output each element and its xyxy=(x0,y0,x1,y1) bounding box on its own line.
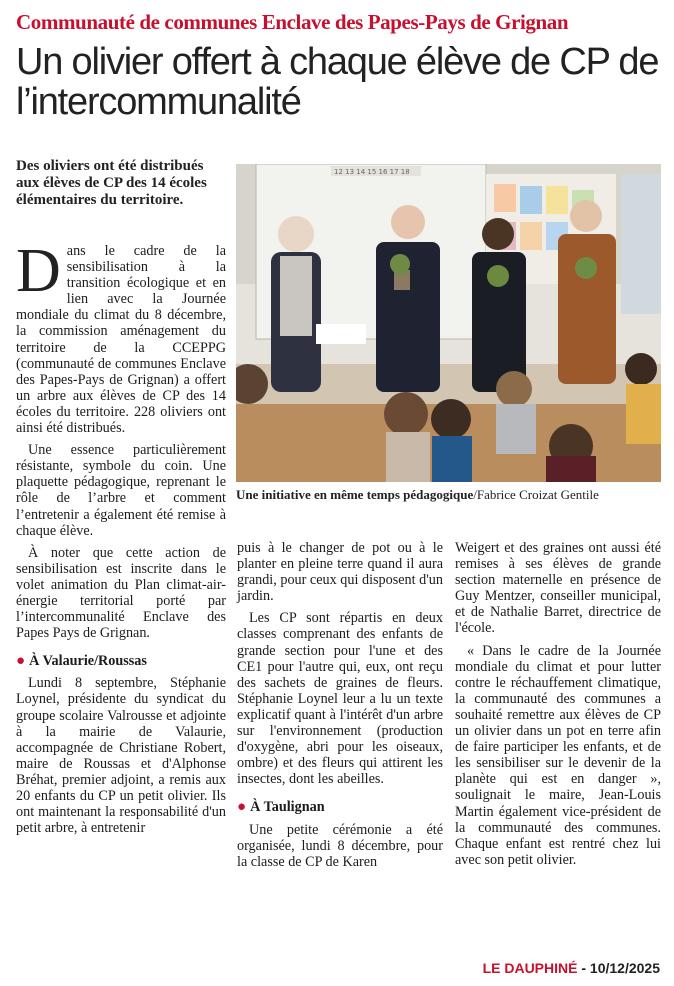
newspaper-name: LE DAUPHINÉ xyxy=(482,960,578,976)
paragraph-text: ans le cadre de la sensibilisation à la transition écologique et en lien avec la Journée mondiale du climat du 8 décembre, la commission aménagement du territoire de la CCEPPG (communauté de communes Enclave des Papes-Pays de Grignan) a offert un arbre aux élèves de CP des 14 écoles du territoire. 228 oliviers ont ainsi été distribués. xyxy=(16,243,226,437)
article-paragraph: Les CP sont répartis en deux classes comprenant des enfants de grande section pour l'une et des CE1 pour l'autre qui, eux, ont reçu des sachets de graines de fleurs. Stéphanie Loynel leur a lu un texte explicatif quant à l'intérêt d'un arbre sur l'environnement (production d'oxygène, abri pour les oiseaux, ombre) et des fleurs qui attirent les insectes, dont les abeilles. xyxy=(237,610,443,788)
bullet-dot-icon: ● xyxy=(237,799,247,816)
article-column-1 xyxy=(16,237,226,842)
footer-separator: - xyxy=(577,960,590,976)
drop-cap: D xyxy=(16,237,61,305)
article-photo xyxy=(236,164,661,482)
publication-footer xyxy=(483,960,660,976)
photo-credit: /Fabrice Croizat Gentile xyxy=(473,487,599,502)
caption-text: Une initiative en même temps pédagogique xyxy=(236,487,474,502)
subheading-valaurie xyxy=(16,653,226,669)
bullet-dot-icon: ● xyxy=(16,653,26,670)
article-lead: Des oliviers ont été distribués aux élèves de CP des 14 écoles élémentaires du territoire. xyxy=(16,158,207,208)
article-paragraph: Weigert et des graines ont aussi été remises à ses élèves de grande section maternelle en présence de Guy Mentzer, conseiller municipal, et de Nathalie Barret, directrice de l'école. xyxy=(455,540,661,637)
article-paragraph: Lundi 8 septembre, Stéphanie Loynel, présidente du syndicat du groupe scolaire Valrousse et adjointe à la mairie de Valaurie, accompagnée de Christiane Robert, maire de Roussas et d'Alphonse Bréhat, premier adjoint, a remis aux 20 enfants du CP un petit olivier. Ils ont maintenant la responsabilité d'un petit arbre, à entretenir xyxy=(16,675,226,837)
article-paragraph: Une essence particulièrement résistante, symbole du coin. Une plaquette pédagogique, reprenant le rôle de l’arbre et comment l’entretenir a également été remise à chaque élève. xyxy=(16,442,226,539)
article-column-2 xyxy=(237,540,443,876)
article-paragraph: puis à le changer de pot ou à le planter en pleine terre quand il aura grandi, pour ceux qui disposent d'un jardin. xyxy=(237,540,443,605)
subheading-text: À Taulignan xyxy=(250,799,325,816)
subheading-text: À Valaurie/Roussas xyxy=(29,653,147,670)
article-paragraph: Une petite cérémonie a été organisée, lundi 8 décembre, pour la classe de CP de Karen xyxy=(237,821,443,870)
article-headline: Un olivier offert à chaque élève de CP de l’intercommunalité xyxy=(16,41,659,123)
board-numbers: 12 13 14 15 16 17 18 xyxy=(334,168,410,176)
article-paragraph xyxy=(16,237,226,437)
article-column-3 xyxy=(455,540,661,874)
section-kicker: Communauté de communes Enclave des Papes-Pays de Grignan xyxy=(16,10,569,34)
photo-caption xyxy=(236,486,661,503)
publication-date: 10/12/2025 xyxy=(589,960,660,976)
subheading-taulignan xyxy=(237,799,443,815)
article-paragraph: « Dans le cadre de la Journée mondiale du climat et pour lutter contre le réchauffement climatique, la communauté des communes a souhaité remettre aux élèves de CP un olivier dans un pot en terre afin de faire participer les enfants, et de les sensibiliser sur le devenir de la planète qui est en danger », soulignait le maire, Jean-Louis Martin également vice-président de la communauté des communes. Chaque enfant est rentré chez lui avec son petit olivier. xyxy=(455,642,661,868)
article-paragraph: À noter que cette action de sensibilisation est inscrite dans le volet animation du Plan climat-air-énergie territorial porté par l’intercommunalité Enclave des Papes Pays de Grignan. xyxy=(16,544,226,642)
classroom-photo xyxy=(236,164,661,482)
